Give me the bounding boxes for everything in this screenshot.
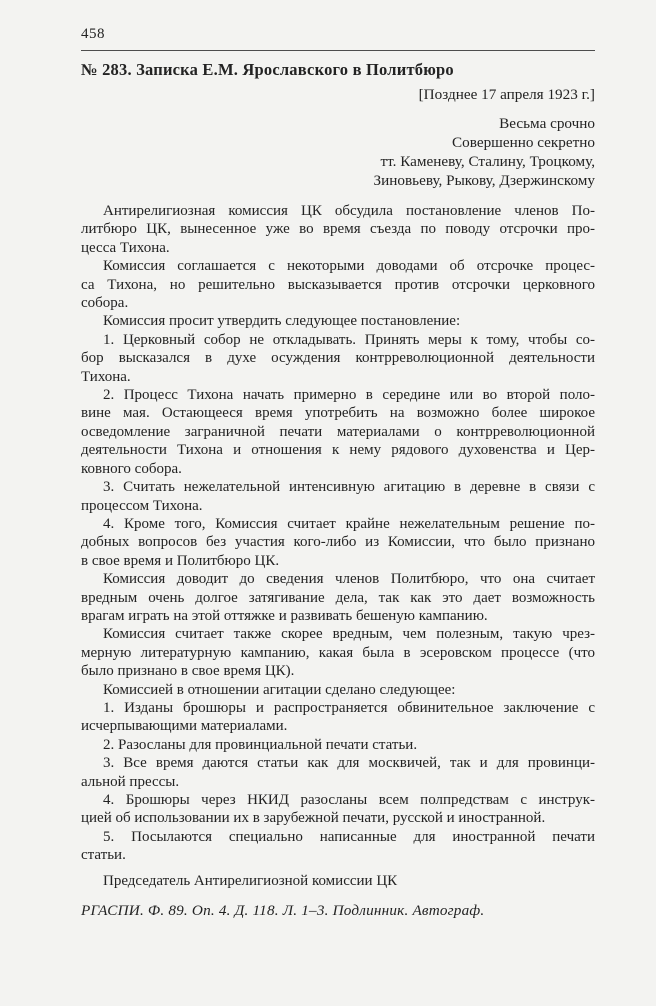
- body-line: осведомление заграничной печати материалами о контрреволюционной: [81, 423, 595, 440]
- body-paragraph: [81, 736, 595, 754]
- body-line: Комиссия просит утвердить следующее постановление:: [103, 313, 461, 330]
- body-line: бор высказался в духе осуждения контрреволюционной деятельности: [81, 350, 595, 367]
- address-line: Зиновьеву, Рыкову, Дзержинскому: [373, 172, 595, 189]
- body-paragraph: [81, 754, 595, 791]
- body-line: литбюро ЦК, вынесенное уже во время съезда по поводу отсрочки про-: [81, 221, 595, 238]
- body-line: 2. Процесс Тихона начать примерно в середине или во второй поло-: [103, 387, 595, 404]
- urgency-address-block: [81, 114, 595, 190]
- body-line: ковного собора.: [81, 460, 182, 477]
- body-line: 3. Все время даются статьи как для москвичей, так и для провинци-: [103, 755, 595, 772]
- body-paragraph: [81, 791, 595, 828]
- body-line: цесса Тихона.: [81, 239, 170, 256]
- body-paragraph: [81, 625, 595, 680]
- body-line: 2. Разосланы для провинциальной печати статьи.: [103, 736, 418, 753]
- signature-line: Председатель Антирелигиозной комиссии ЦК: [103, 872, 398, 889]
- body-paragraphs: [81, 202, 595, 865]
- body-paragraph: [81, 828, 595, 865]
- body-line: процессом Тихона.: [81, 497, 203, 514]
- body-line: 5. Посылаются специально написанные для иностранной печати: [103, 828, 595, 845]
- archive-reference: РГАСПИ. Ф. 89. Оп. 4. Д. 118. Л. 1–3. Подлинник. Автограф.: [81, 902, 485, 920]
- page-number: 458: [81, 26, 105, 42]
- body-line: вредным очень долгое затягивание дела, так как это дает возможность: [81, 589, 595, 606]
- body-line: вине мая. Остающееся время употребить на возможно более широкое: [81, 405, 595, 422]
- body-line: Антирелигиозная комиссия ЦК обсудила постановление членов По-: [103, 203, 595, 219]
- body-paragraph: [81, 202, 595, 257]
- body-line: деятельности Тихона и отношения к нему рядового духовенства и Цер-: [81, 442, 595, 459]
- document-heading: № 283. Записка Е.М. Ярославского в Политбюро: [81, 60, 454, 79]
- body-paragraph: [81, 681, 595, 699]
- body-line: в свое время и Политбюро ЦК.: [81, 552, 280, 569]
- address-line: тт. Каменеву, Сталину, Троцкому,: [380, 153, 595, 170]
- body-line: Комиссия считает также скорее вредным, чем полезным, такую чрез-: [103, 626, 595, 643]
- body-line: собора.: [81, 295, 129, 312]
- body-paragraph: [81, 312, 595, 330]
- body-line: 4. Кроме того, Комиссия считает крайне нежелательным решение по-: [103, 515, 595, 532]
- body-line: 4. Брошюры через НКИД разосланы всем полпредствам с инструк-: [103, 792, 595, 808]
- body-paragraph: [81, 699, 595, 736]
- body-line: было признано в свое время ЦК).: [81, 663, 295, 680]
- body-line: са Тихона, но решительно высказывается против отсрочки церковного: [81, 276, 595, 293]
- body-paragraph: [81, 570, 595, 625]
- body-line: врагам играть на этой оттяжке и развивать бешеную кампанию.: [81, 607, 488, 624]
- body-paragraph: [81, 478, 595, 515]
- body-line: исчерпывающими материалами.: [81, 718, 288, 735]
- body-line: цией об использовании их в зарубежной печати, русской и иностранной.: [81, 810, 546, 827]
- body-line: 3. Считать нежелательной интенсивную агитацию в деревне в связи с: [103, 479, 595, 496]
- date-note: [Позднее 17 апреля 1923 г.]: [418, 86, 595, 103]
- body-line: 1. Изданы брошюры и распространяется обвинительное заключение с: [103, 699, 595, 716]
- address-line: Совершенно секретно: [452, 134, 595, 151]
- body-paragraph: [81, 257, 595, 312]
- body-line: мерную литературную кампанию, какая была в эсеровском процессе (что: [81, 644, 595, 661]
- body-line: статьи.: [81, 847, 126, 864]
- body-line: добных вопросов без участия кого-либо из Комиссии, что было признано: [81, 534, 595, 551]
- header-rule: [81, 50, 595, 51]
- address-line: Весьма срочно: [499, 115, 595, 132]
- body-line: альной прессы.: [81, 773, 180, 790]
- body-line: Комиссия доводит до сведения членов Политбюро, что она считает: [103, 571, 595, 588]
- body-paragraph: [81, 386, 595, 478]
- body-paragraph: [81, 331, 595, 386]
- body-line: Комиссией в отношении агитации сделано следующее:: [103, 681, 456, 698]
- document-body: [81, 202, 595, 920]
- body-line: 1. Церковный собор не откладывать. Принять меры к тому, чтобы со-: [103, 331, 595, 348]
- body-paragraph: [81, 515, 595, 570]
- body-line: Комиссия соглашается с некоторыми доводами об отсрочке процес-: [103, 258, 595, 275]
- body-line: Тихона.: [81, 368, 131, 385]
